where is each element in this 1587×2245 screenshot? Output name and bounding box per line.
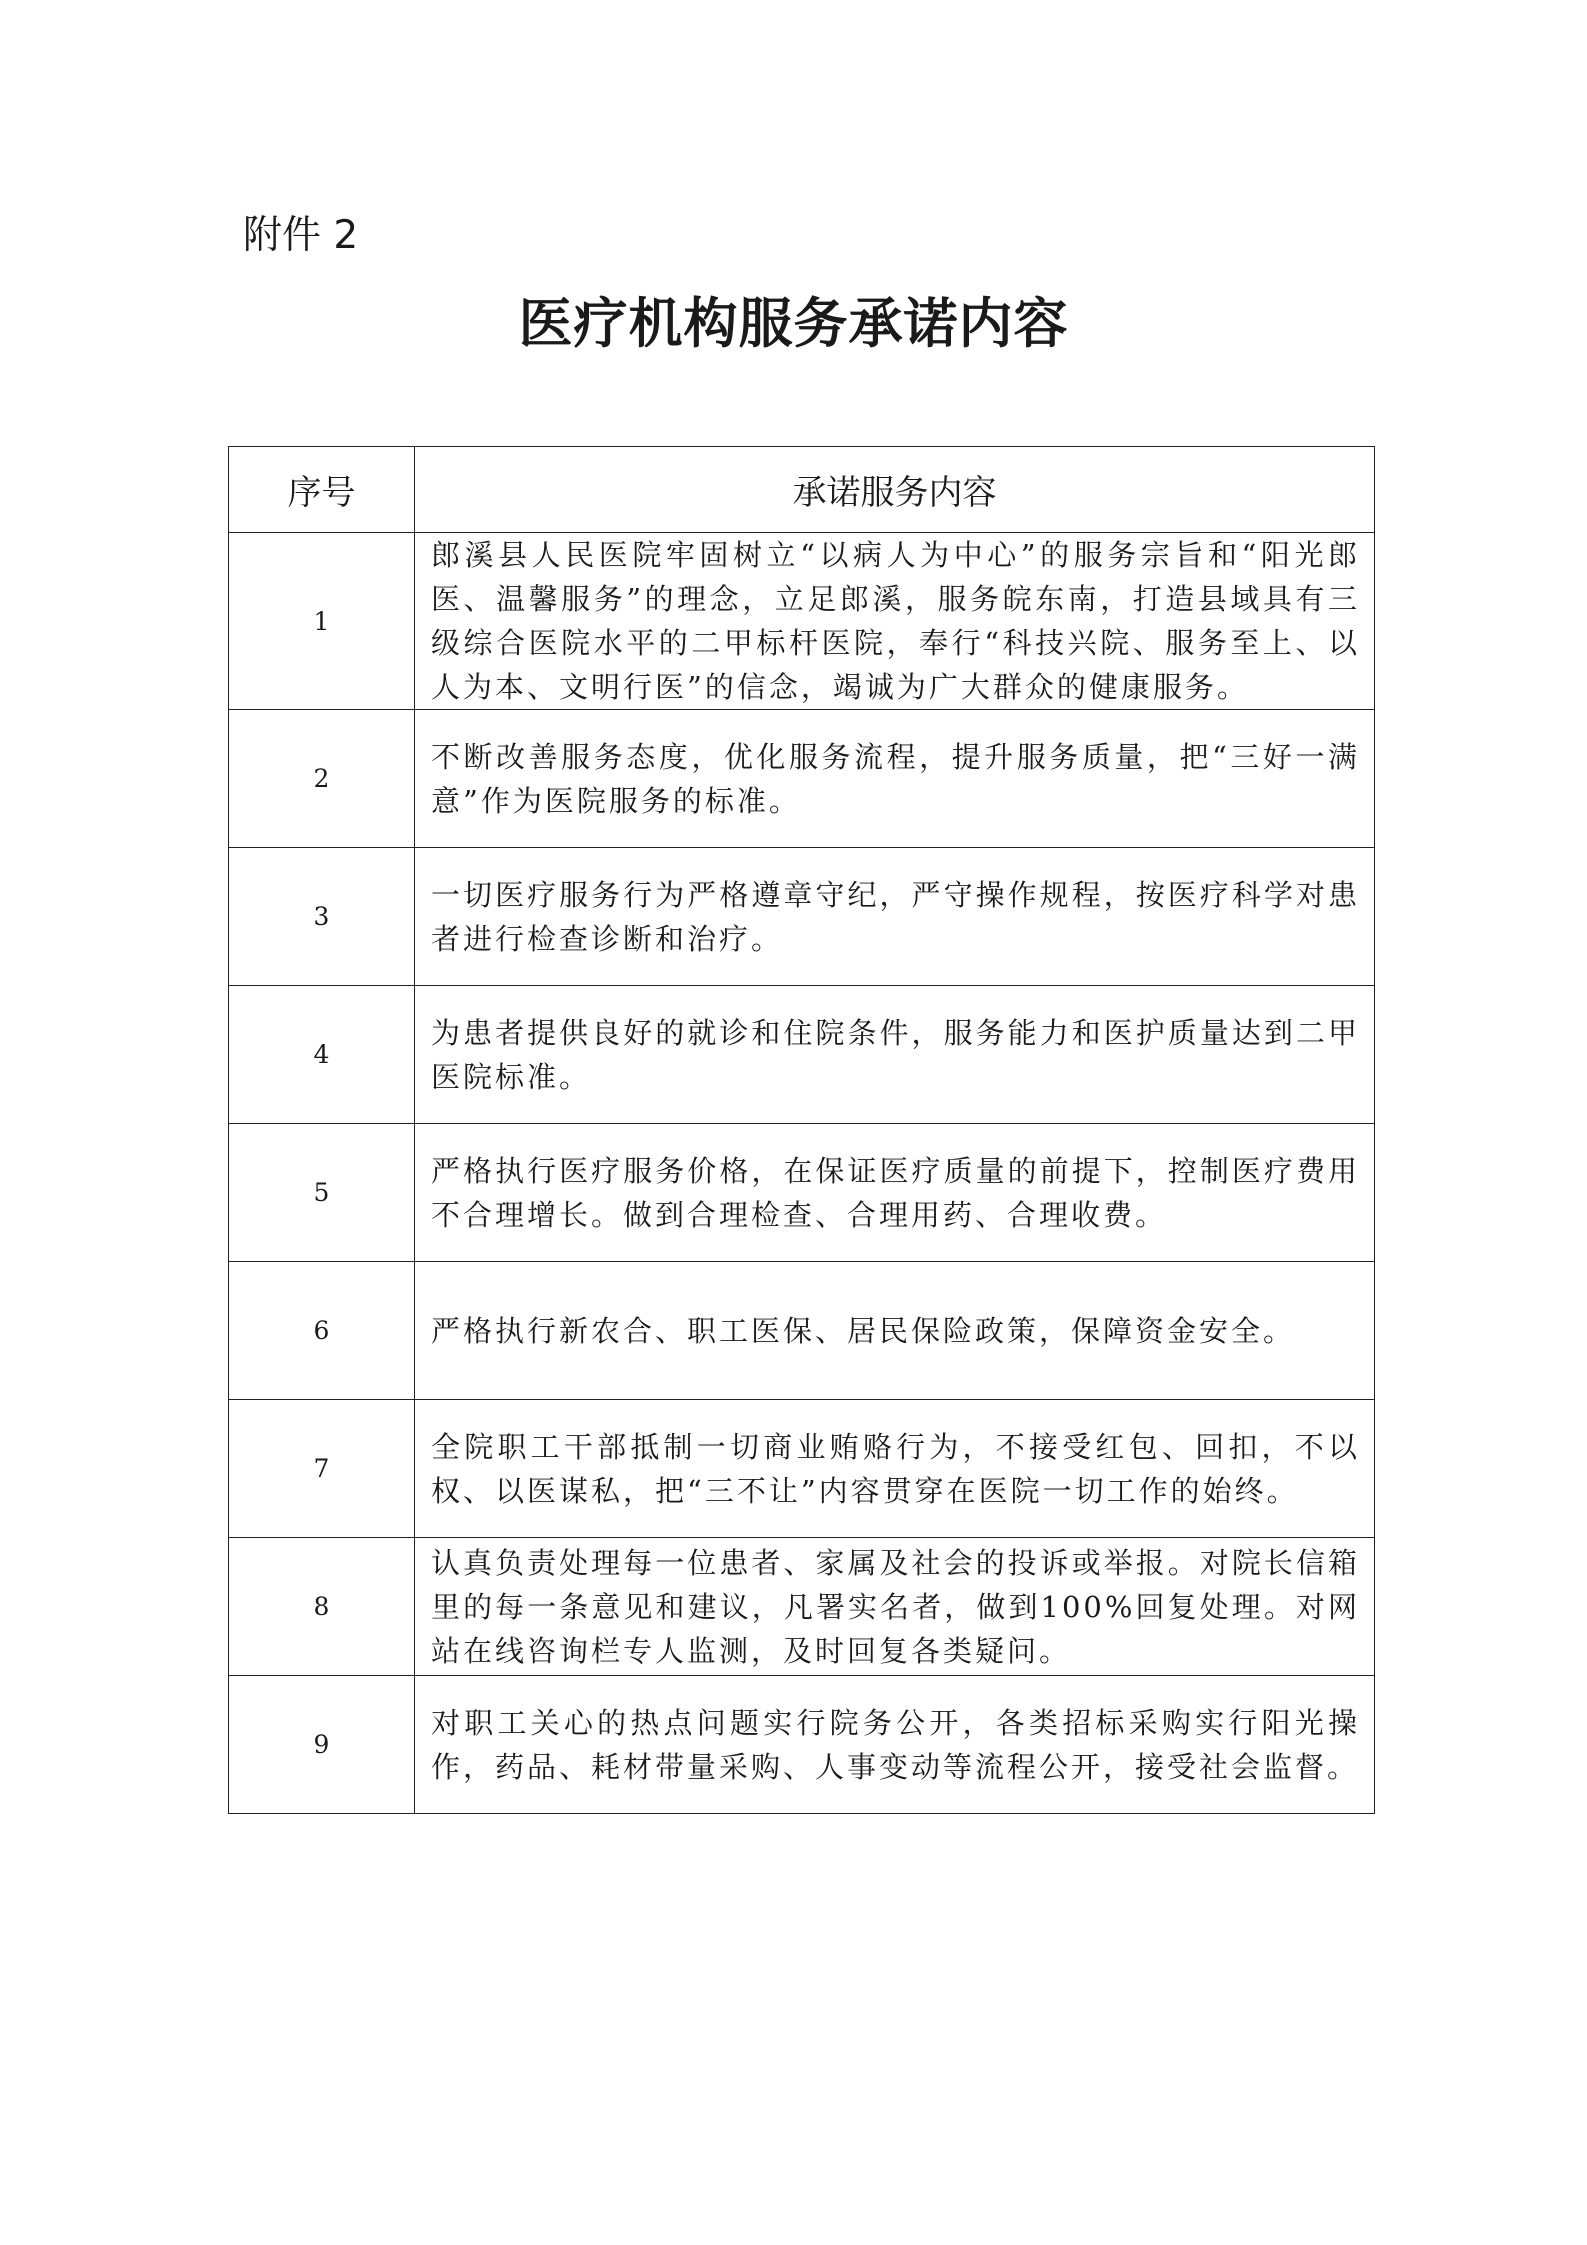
row-number: 8 bbox=[229, 1538, 415, 1676]
table-row bbox=[229, 848, 1375, 986]
row-number: 7 bbox=[229, 1400, 415, 1538]
table-header-row bbox=[229, 447, 1375, 533]
row-number: 3 bbox=[229, 848, 415, 986]
table-row bbox=[229, 533, 1375, 710]
row-number: 4 bbox=[229, 986, 415, 1124]
document-title: 医疗机构服务承诺内容 bbox=[518, 291, 1069, 355]
row-number: 1 bbox=[229, 533, 415, 710]
row-content: 对职工关心的热点问题实行院务公开，各类招标采购实行阳光操作，药品、耗材带量采购、人事变动等流程公开，接受社会监督。 bbox=[415, 1676, 1375, 1814]
column-header-content: 承诺服务内容 bbox=[415, 447, 1375, 533]
row-content: 全院职工干部抵制一切商业贿赂行为，不接受红包、回扣，不以权、以医谋私，把“三不让”内容贯穿在医院一切工作的始终。 bbox=[415, 1400, 1375, 1538]
table-row bbox=[229, 710, 1375, 848]
row-content: 严格执行医疗服务价格，在保证医疗质量的前提下，控制医疗费用不合理增长。做到合理检查、合理用药、合理收费。 bbox=[415, 1124, 1375, 1262]
row-content: 不断改善服务态度，优化服务流程，提升服务质量，把“三好一满意”作为医院服务的标准。 bbox=[415, 710, 1375, 848]
row-content: 认真负责处理每一位患者、家属及社会的投诉或举报。对院长信箱里的每一条意见和建议，凡署实名者，做到100%回复处理。对网站在线咨询栏专人监测，及时回复各类疑问。 bbox=[415, 1538, 1375, 1676]
column-header-number: 序号 bbox=[229, 447, 415, 533]
table-row bbox=[229, 1124, 1375, 1262]
table-row bbox=[229, 1400, 1375, 1538]
table-row bbox=[229, 986, 1375, 1124]
row-number: 5 bbox=[229, 1124, 415, 1262]
row-number: 2 bbox=[229, 710, 415, 848]
row-number: 6 bbox=[229, 1262, 415, 1400]
table-row bbox=[229, 1262, 1375, 1400]
row-content: 为患者提供良好的就诊和住院条件，服务能力和医护质量达到二甲医院标准。 bbox=[415, 986, 1375, 1124]
table-row bbox=[229, 1538, 1375, 1676]
service-commitment-table bbox=[228, 446, 1375, 1814]
row-number: 9 bbox=[229, 1676, 415, 1814]
row-content: 郎溪县人民医院牢固树立“以病人为中心”的服务宗旨和“阳光郎医、温馨服务”的理念，立足郎溪，服务皖东南，打造县域具有三级综合医院水平的二甲标杆医院，奉行“科技兴院、服务至上、以人为本、文明行医”的信念，竭诚为广大群众的健康服务。 bbox=[415, 533, 1375, 710]
attachment-label: 附件 2 bbox=[243, 213, 359, 258]
row-content: 严格执行新农合、职工医保、居民保险政策，保障资金安全。 bbox=[415, 1262, 1375, 1400]
table-row bbox=[229, 1676, 1375, 1814]
row-content: 一切医疗服务行为严格遵章守纪，严守操作规程，按医疗科学对患者进行检查诊断和治疗。 bbox=[415, 848, 1375, 986]
